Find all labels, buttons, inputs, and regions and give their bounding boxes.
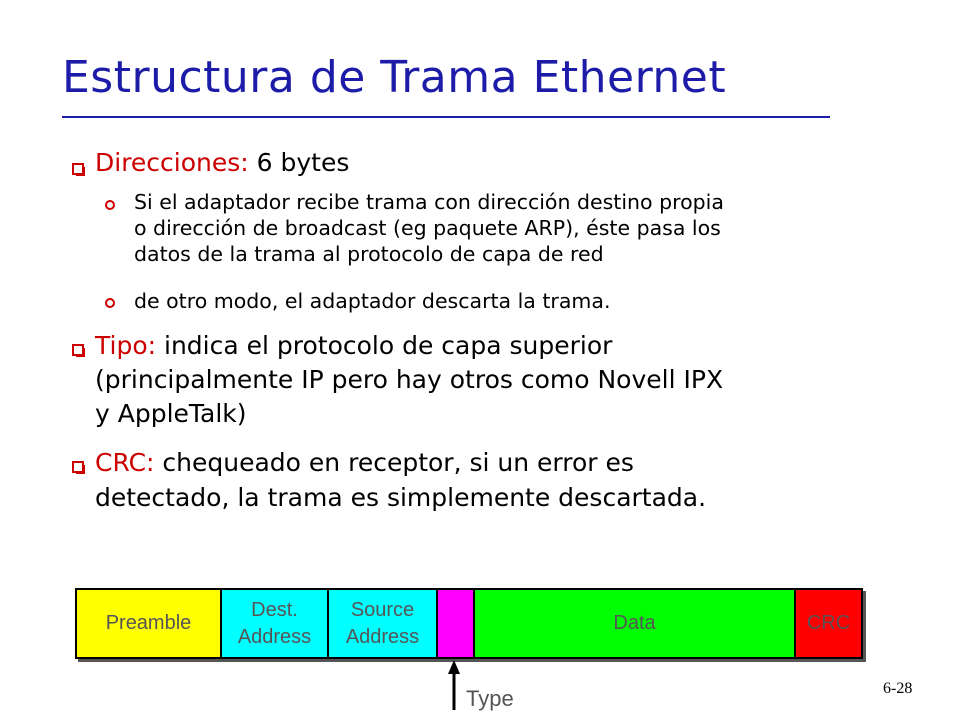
round-bullet-icon: [105, 200, 115, 210]
slide-title: Estructura de Trama Ethernet: [62, 52, 727, 103]
frame-field-data: [475, 590, 796, 657]
subbullet-text: datos de la trama al protocolo de capa de red: [134, 242, 604, 266]
bullet-continuation: (principalmente IP pero hay otros como Novell IPX: [95, 365, 724, 394]
frame-field-dest-address: [222, 590, 329, 657]
bullet-continuation: detectado, la trama es simplemente descartada.: [95, 483, 707, 512]
bullet-tipo: [95, 329, 612, 363]
subbullet-text: o dirección de broadcast (eg paquete ARP), éste pasa los: [134, 216, 721, 240]
field-label: Dest.: [251, 598, 298, 621]
bullet-direcciones: [95, 146, 349, 180]
field-label: CRC: [806, 612, 851, 634]
bullet-label: Direcciones:: [95, 148, 249, 177]
square-bullet-icon: [72, 163, 84, 175]
field-label: Address: [345, 625, 420, 648]
round-bullet-icon: [105, 298, 115, 308]
frame-field-crc: [796, 590, 861, 657]
bullet-text: chequeado en receptor, si un error es: [154, 448, 634, 477]
square-bullet-icon: [72, 461, 84, 473]
field-label: Preamble: [105, 612, 192, 634]
ethernet-frame-diagram: [75, 588, 863, 659]
up-arrow-icon: [447, 660, 461, 710]
frame-field-preamble: [77, 590, 222, 657]
frame-field-type: [438, 590, 475, 657]
bullet-label: Tipo:: [95, 331, 157, 360]
frame-field-source-address: [329, 590, 438, 657]
bullet-label: CRC:: [95, 448, 155, 477]
square-bullet-icon: [72, 344, 84, 356]
subbullet-text: Si el adaptador recibe trama con dirección destino propia: [134, 190, 724, 214]
field-label: Address: [237, 625, 312, 648]
bullet-text: indica el protocolo de capa superior: [156, 331, 613, 360]
bullet-continuation: y AppleTalk): [95, 399, 247, 428]
title-underline: [62, 116, 830, 118]
field-label: Source: [350, 598, 415, 621]
field-label: Data: [613, 612, 656, 634]
subbullet-text: de otro modo, el adaptador descarta la trama.: [134, 289, 611, 313]
type-label: Type: [466, 686, 514, 711]
bullet-crc: [95, 446, 634, 480]
bullet-text: 6 bytes: [248, 148, 350, 177]
page-number: 6-28: [883, 680, 913, 697]
